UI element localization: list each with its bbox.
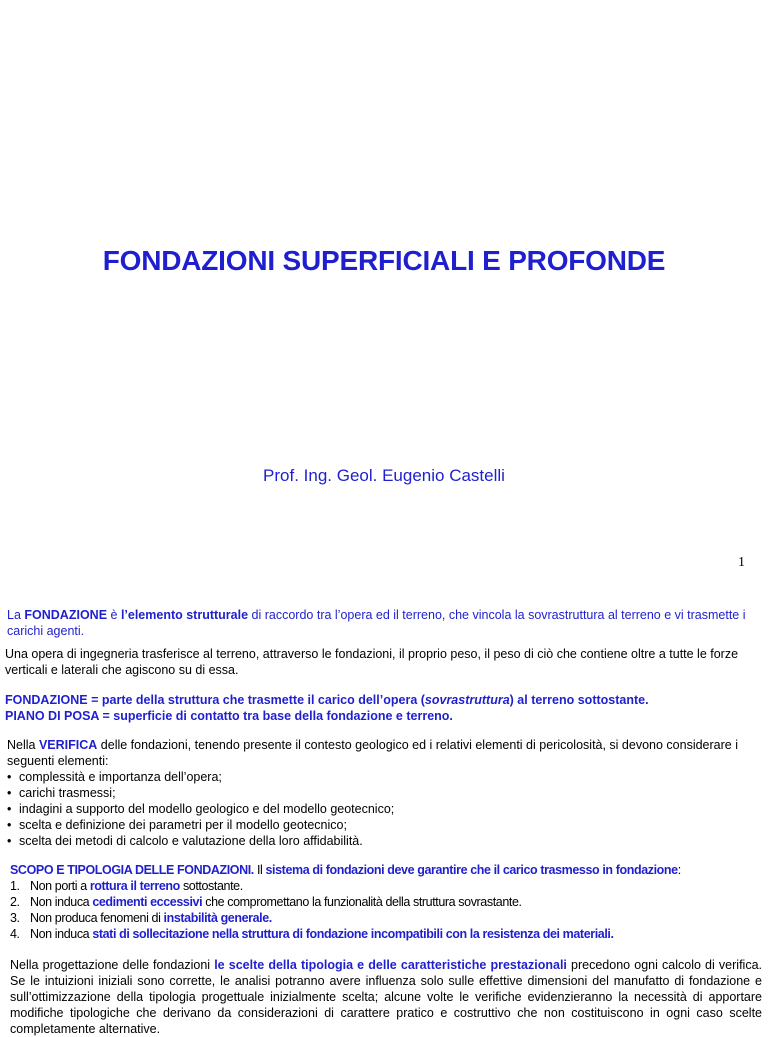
verifica-list: [7, 769, 759, 849]
list-item: 4. Non induca stati di sollecitazione nella struttura di fondazione incompatibili con la resistenza dei materiali.: [10, 927, 614, 941]
slide-title: FONDAZIONI SUPERFICIALI E PROFONDE: [102, 245, 666, 276]
scopo-heading: SCOPO E TIPOLOGIA DELLE FONDAZIONI.: [10, 863, 254, 877]
definition-piano-di-posa: PIANO DI POSA = superficie di contatto tra base della fondazione e terreno.: [5, 709, 453, 723]
list-item: 2. Non induca cedimenti eccessivi che compromettano la funzionalità della struttura sovrastante.: [10, 895, 522, 909]
definition-fondazione: FONDAZIONE = parte della struttura che trasmette il carico dell’opera (sovrastruttura) al terreno sottostante.: [5, 693, 649, 707]
scopo-lead: SCOPO E TIPOLOGIA DELLE FONDAZIONI. Il sistema di fondazioni deve garantire che il carico trasmesso in fondazione:: [10, 863, 681, 877]
def-term: FONDAZIONE: [24, 608, 108, 622]
def-key-phrase: l’elemento strutturale: [120, 608, 249, 622]
scopo-list: [10, 878, 762, 942]
list-item: • carichi trasmessi;: [7, 785, 759, 801]
def-text-3: di raccordo tra l’opera ed il terreno, che vincola la sovrastruttura al terreno e vi trasmette i carichi agenti.: [7, 608, 746, 638]
scopo-lead-phrase: sistema di fondazioni deve garantire che il carico trasmesso in fondazione: [265, 863, 678, 877]
list-item: • scelta e definizione dei parametri per il modello geotecnico;: [7, 817, 759, 833]
definition-sovrastruttura: sovrastruttura: [424, 693, 510, 707]
intro-paragraph: Una opera di ingegneria trasferisce al terreno, attraverso le fondazioni, il proprio peso, il peso di ciò che contiene oltre a tutte le forze verticali e laterali che agiscono su di essa.: [5, 647, 739, 677]
list-item: • scelta dei metodi di calcolo e valutazione della loro affidabilità.: [7, 833, 759, 849]
def-text-2: è: [107, 608, 121, 622]
verifica-paragraph: Nella VERIFICA delle fondazioni, tenendo presente il contesto geologico ed i relativi elementi di pericolosità, si devono considerare i seguenti elementi:: [7, 738, 738, 768]
closing-paragraph: Nella progettazione delle fondazioni le scelte della tipologia e delle caratteristiche prestazionali precedono ogni calcolo di verifica. Se le intuizioni iniziali sono corrette, le analisi potranno avere influenza solo sulle effettive dimensioni del manufatto di fondazione e sull’ottimizzazione della tipologia progettuale inizialmente scelta; alcune volte le verifiche evidenzieranno la necessità di apportare modifiche tipologiche che derivano da considerazioni di carattere pratico e costruttivo che non costituiscono in ogni caso scelte completamente alternative.: [10, 958, 762, 1036]
scopo-section: [10, 862, 762, 942]
list-item: 3. Non produca fenomeni di instabilità generale.: [10, 911, 272, 925]
slide-author: Prof. Ing. Geol. Eugenio Castelli: [263, 466, 505, 485]
list-item: 1. Non porti a rottura il terreno sottostante.: [10, 879, 243, 893]
list-item: • complessità e importanza dell’opera;: [7, 769, 759, 785]
definition-paragraph: [7, 607, 763, 639]
verifica-term: VERIFICA: [38, 738, 98, 752]
list-item: • indagini a supporto del modello geologico e del modello geotecnico;: [7, 801, 759, 817]
def-text-1: La: [7, 608, 25, 622]
closing-key-phrase: le scelte della tipologia e delle caratteristiche prestazionali: [214, 958, 567, 972]
page-number: 1: [738, 555, 745, 570]
definitions-block: [5, 692, 763, 724]
verifica-section: [7, 737, 759, 849]
